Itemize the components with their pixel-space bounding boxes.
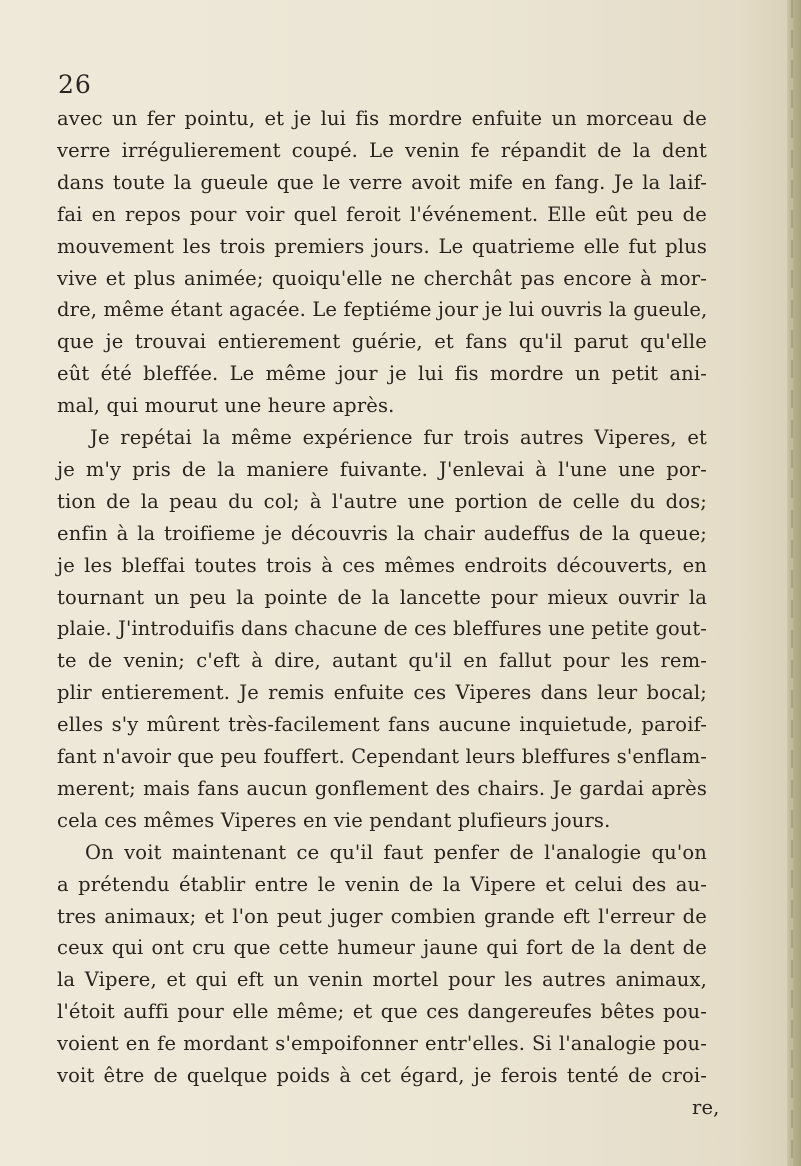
text-line: tion de la peau du col; à l'autre une portion de celle du dos; <box>57 489 707 513</box>
text-line: la Vipere, et qui eft un venin mortel pour les autres animaux, <box>57 968 707 992</box>
text-line: je m'y pris de la maniere fuivante. J'enlevai à l'une une por- <box>57 457 707 481</box>
text-line: plir entierement. Je remis enfuite ces Viperes dans leur bocal; <box>57 681 707 705</box>
text-line: te de venin; c'eft à dire, autant qu'il en fallut pour les rem- <box>57 649 707 673</box>
text-line: elles s'y mûrent très-facilement fans aucune inquietude, paroif- <box>57 713 707 737</box>
text-line: On voit maintenant ce qu'il faut penfer de l'analogie qu'on <box>85 840 707 864</box>
text-line: tournant un peu la pointe de la lancette pour mieux ouvrir la <box>57 585 707 609</box>
text-line: fant n'avoir que peu fouffert. Cependant leurs bleffures s'enflam- <box>57 745 707 768</box>
text-line: re, <box>692 1095 720 1119</box>
text-line: l'étoit auffi pour elle même; et que ces dangereufes bêtes pou- <box>57 1000 707 1024</box>
text-line: plaie. J'introduifis dans chacune de ces bleffures une petite gout- <box>57 617 707 641</box>
text-line: dre, même étant agacée. Le feptiéme jour je lui ouvris la gueule, <box>57 298 708 322</box>
text-line: fai en repos pour voir quel feroit l'événement. Elle eût peu de <box>57 202 707 226</box>
text-line: a prétendu établir entre le venin de la Vipere et celui des au- <box>57 872 707 896</box>
text-line: tres animaux; et l'on peut juger combien grande eft l'erreur de <box>57 904 707 928</box>
text-line: je les bleffai toutes trois à ces mêmes endroits découverts, en <box>57 553 707 577</box>
text-line: mal, qui mourut une heure après. <box>57 394 395 418</box>
text-line: dans toute la gueule que le verre avoit mife en fang. Je la laif- <box>57 170 707 194</box>
text-line: mouvement les trois premiers jours. Le quatrieme elle fut plus <box>57 234 707 258</box>
text-line: voit être de quelque poids à cet égard, je ferois tenté de croi- <box>57 1064 707 1087</box>
text-line: vive et plus animée; quoiqu'elle ne cherchât pas encore à mor- <box>57 266 707 290</box>
text-line: eût été bleffée. Le même jour je lui fis mordre un petit ani- <box>57 362 707 386</box>
text-line: que je trouvai entierement guérie, et fans qu'il parut qu'elle <box>57 330 707 354</box>
text-line: avec un fer pointu, et je lui fis mordre enfuite un morceau de <box>57 107 707 130</box>
text-line: Je repétai la même expérience fur trois autres Viperes, et <box>90 426 707 449</box>
text-line: cela ces mêmes Viperes en vie pendant plufieurs jours. <box>57 808 611 832</box>
text-line: verre irrégulierement coupé. Le venin fe répandit de la dent <box>57 138 707 162</box>
text-line: merent; mais fans aucun gonflement des chairs. Je gardai après <box>57 776 707 800</box>
text-line: enfin à la troifieme je découvris la chair audeffus de la queue; <box>57 521 707 545</box>
page-number: 26 <box>58 70 92 99</box>
text-line: ceux qui ont cru que cette humeur jaune qui fort de la dent de <box>57 936 707 960</box>
text-line: voient en fe mordant s'empoifonner entr'elles. Si l'analogie pou- <box>57 1032 707 1056</box>
